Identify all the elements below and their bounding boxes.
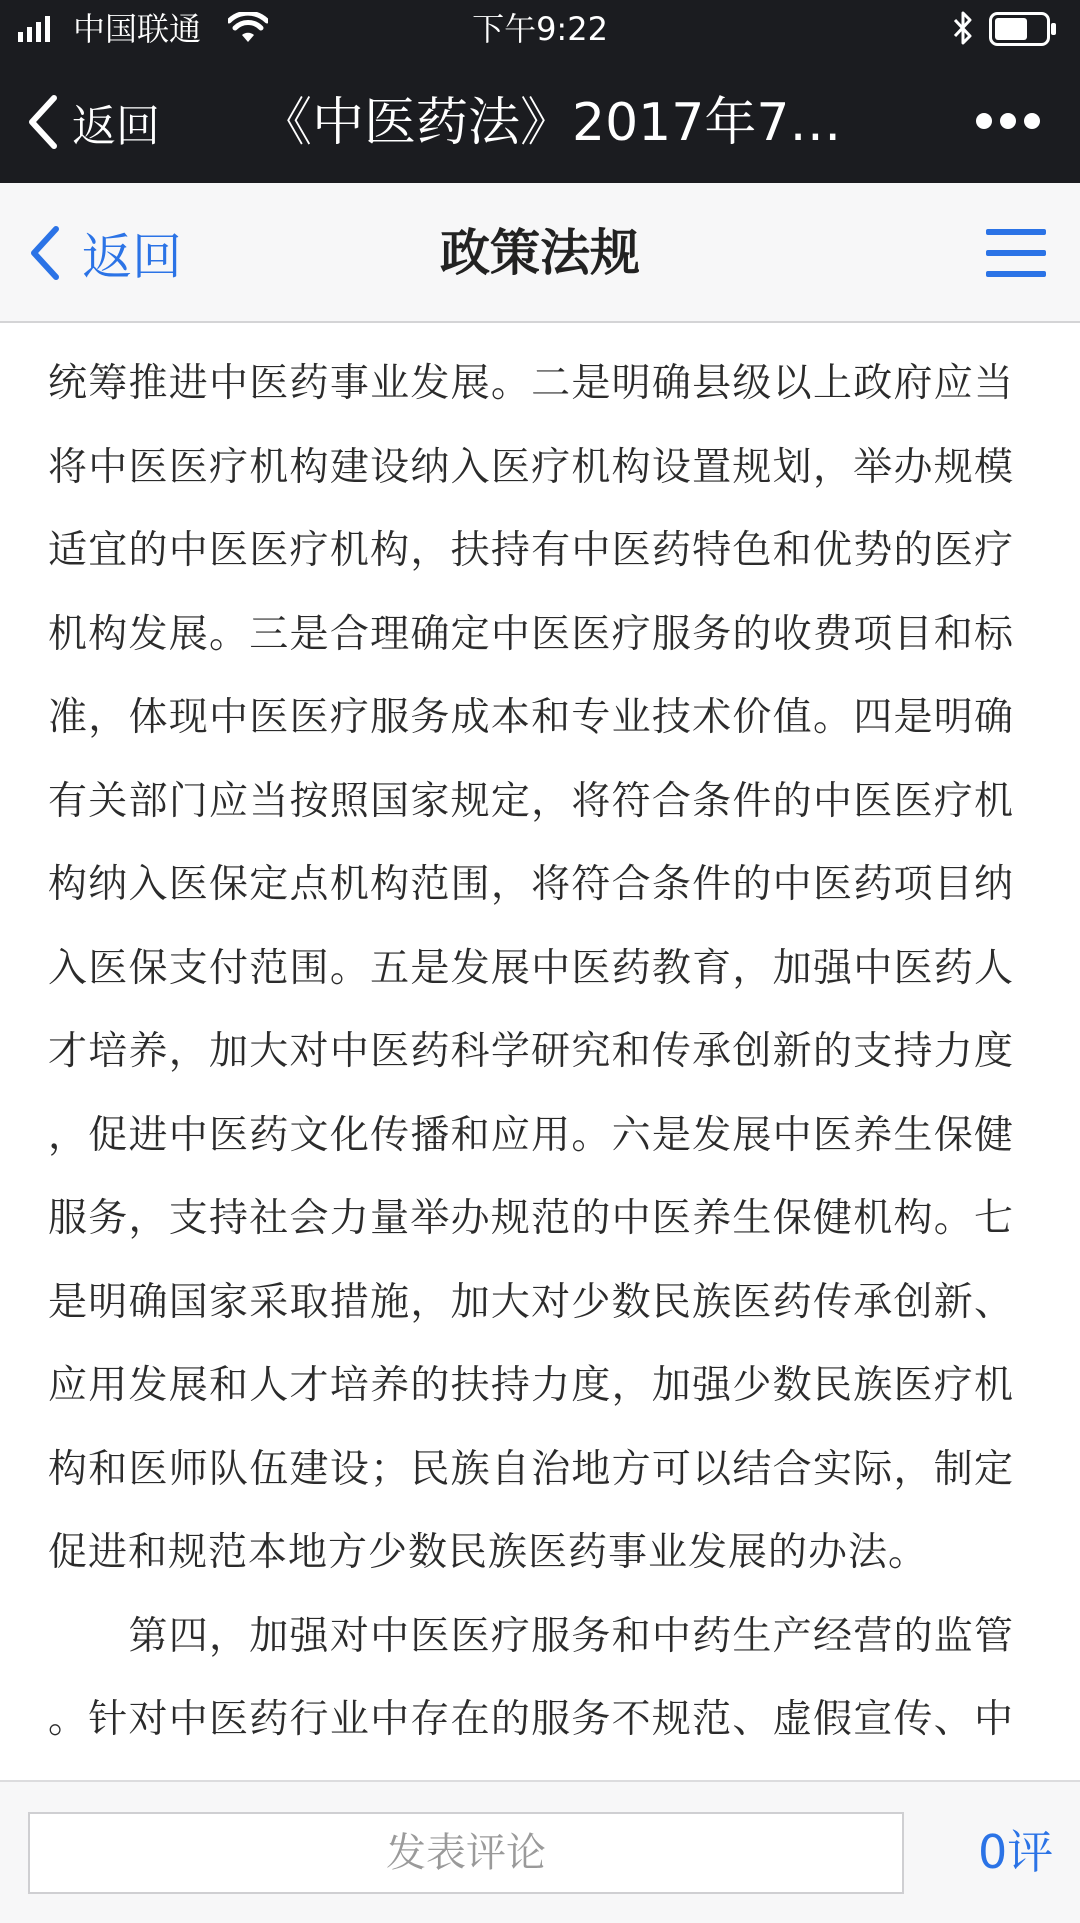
article-line: 是明确国家采取措施，加大对少数民族医药传承创新、 <box>48 1279 1014 1325</box>
article-line: 才培养，加大对中医药科学研究和传承创新的支持力度 <box>48 1029 1014 1074</box>
article-line: 服务，支持社会力量举办规范的中医养生保健机构。七 <box>48 1196 1014 1241</box>
status-bar <box>0 0 1080 58</box>
comment-input[interactable]: 发表评论 <box>28 1812 904 1894</box>
battery-icon <box>989 12 1057 46</box>
comment-bar <box>0 1780 1080 1923</box>
article-line: 构和医师队伍建设；民族自治地方可以结合实际，制定 <box>48 1446 1014 1492</box>
article-line: 机构发展。三是合理确定中医医疗服务的收费项目和标 <box>48 611 1014 657</box>
article-line: 统筹推进中医药事业发展。二是明确县级以上政府应当 <box>48 361 1014 406</box>
article-line: 入医保支付范围。五是发展中医药教育，加强中医药人 <box>48 945 1014 991</box>
article-line: ，促进中医药文化传播和应用。六是发展中医养生保健 <box>48 1112 1014 1158</box>
article-line: 有关部门应当按照国家规定，将符合条件的中医医疗机 <box>48 778 1014 824</box>
wechat-back-label: 返回 <box>72 101 160 152</box>
article-body <box>48 352 1014 1762</box>
article-line: 准，体现中医医疗服务成本和专业技术价值。四是明确 <box>48 695 1014 740</box>
article-line: 促进和规范本地方少数民族医药事业发展的办法。 <box>48 1530 929 1575</box>
page-title: 政策法规 <box>440 224 640 282</box>
carrier-name: 中国联通 <box>73 10 202 48</box>
wechat-page-title: 《中医药法》2017年7… <box>260 93 842 153</box>
more-icon[interactable] <box>975 108 1041 134</box>
comment-count-button[interactable]: 0评 <box>978 1825 1054 1879</box>
top-bar <box>0 0 1080 183</box>
page-back-label: 返回 <box>82 228 182 286</box>
article-line: 将中医医疗机构建设纳入医疗机构设置规划，举办规模 <box>48 444 1014 490</box>
article-line: 适宜的中医医疗机构，扶持有中医药特色和优势的医疗 <box>48 528 1014 573</box>
article-line: 构纳入医保定点机构范围，将符合条件的中医药项目纳 <box>48 862 1014 907</box>
bluetooth-icon <box>952 10 974 46</box>
article-line: 。针对中医药行业中存在的服务不规范、虚假宣传、中 <box>48 1697 1014 1742</box>
article-line: 应用发展和人才培养的扶持力度，加强少数民族医疗机 <box>48 1363 1014 1408</box>
back-chevron-icon <box>24 94 62 150</box>
wechat-back-button[interactable] <box>24 90 160 154</box>
page-header <box>0 183 1080 323</box>
article-line: 第四，加强对中医医疗服务和中药生产经营的监管 <box>48 1613 1014 1659</box>
status-time: 下午9:22 <box>472 10 608 48</box>
menu-icon[interactable] <box>986 227 1046 279</box>
